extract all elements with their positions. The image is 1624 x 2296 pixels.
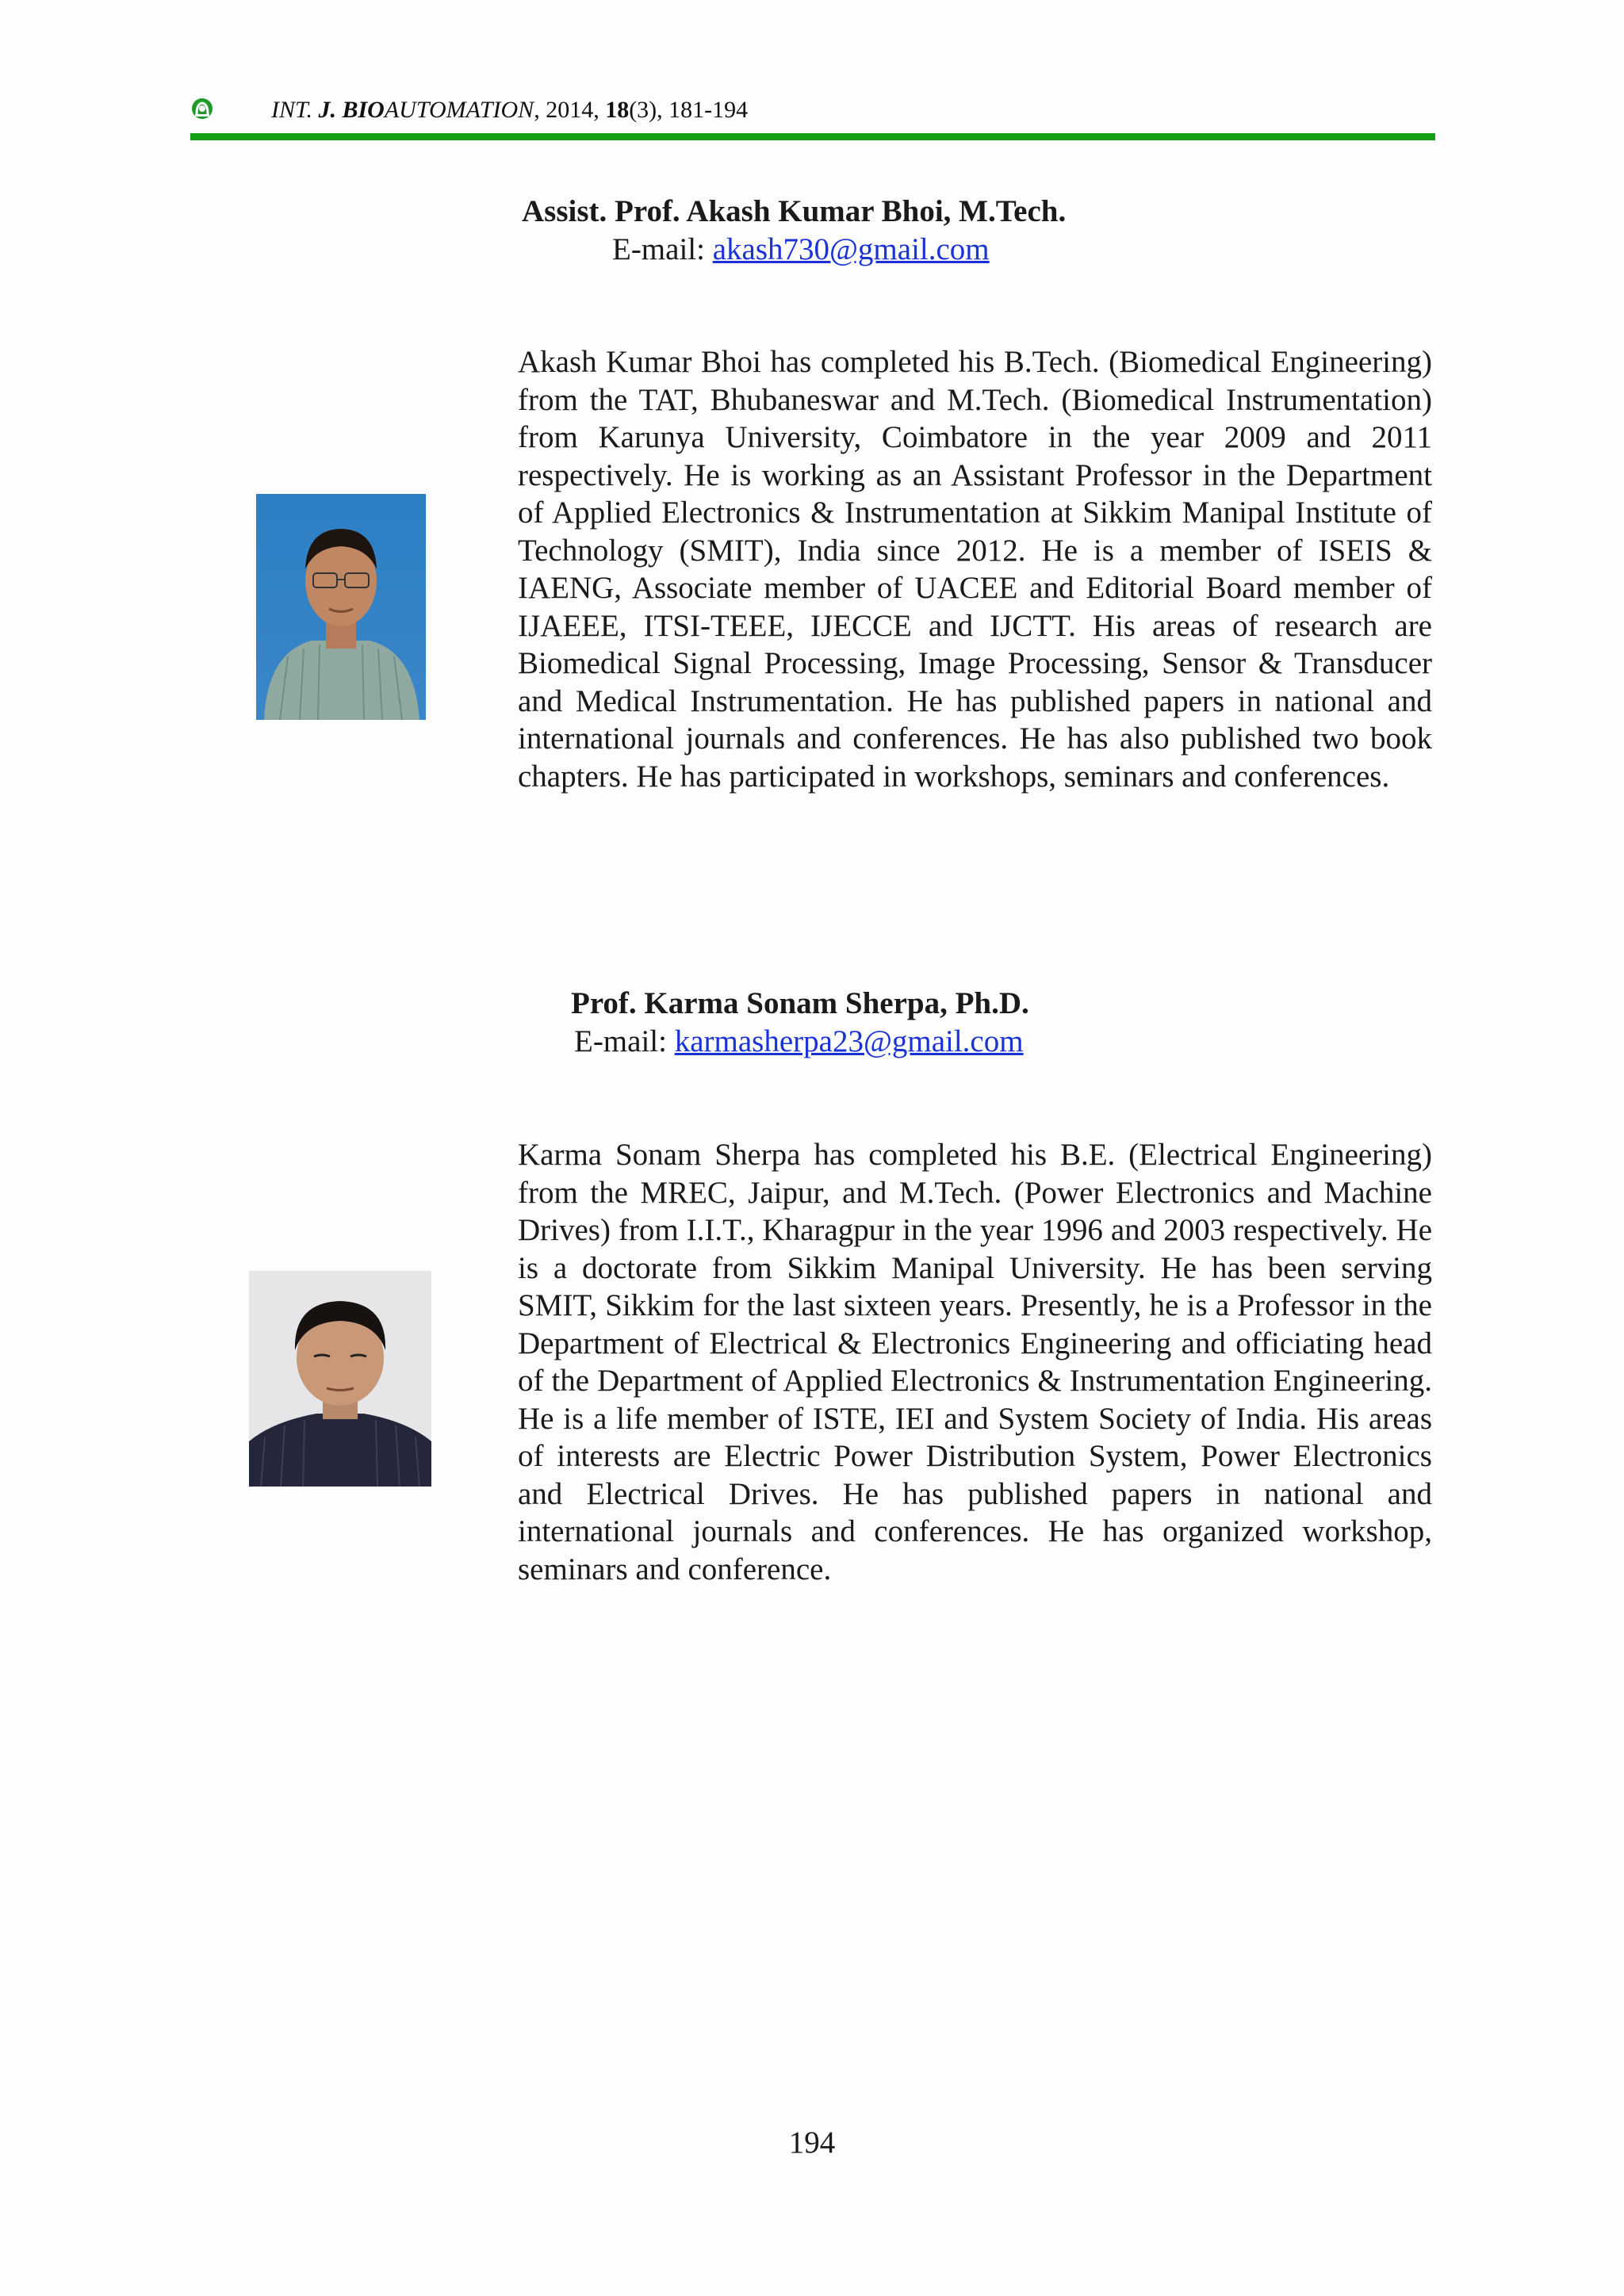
author-email-line: E-mail: akash730@gmail.com	[612, 232, 990, 266]
author-bio: Akash Kumar Bhoi has completed his B.Tech. (Biomedical Engineering) from the TAT, Bhubaneswar and M.Tech. (Biomedical Instrumentation) from Karunya University, Coimbatore in the year 2009 and 2011 respectively. He is working as an Assistant Professor in the Department of Applied Electronics & Instrumentation at Sikkim Manipal Institute of Technology (SMIT), India since 2012. He is a member of ISEIS & IAENG, Associate member of UACEE and Editorial Board member of IJAEEE, ITSI-TEEE, IJECCE and IJCTT. His areas of research are Biomedical Signal Processing, Image Processing, Sensor & Transducer and Medical Instrumentation. He has published papers in national and international journals and conferences. He has also published two book chapters. He has participated in workshops, seminars and conferences.	[518, 345, 1432, 794]
email-link[interactable]: karmasherpa23@gmail.com	[674, 1024, 1024, 1058]
author-bio: Karma Sonam Sherpa has completed his B.E. (Electrical Engineering) from the MREC, Jaipur, and M.Tech. (Power Electronics and Machine Drives) from I.I.T., Kharagpur in the year 1996 and 2003 respectively. He is a doctorate from Sikkim Manipal University. He has been serving SMIT, Sikkim for the last sixteen years. Presently, he is a Professor in the Department of Electrical & Electronics Engineering and officiating head of the Department of Applied Electronics & Instrumentation Engineering. He is a life member of ISTE, IEI and System Society of India. His areas of interests are Electric Power Distribution System, Power Electronics and Electrical Drives. He has published papers in national and international journals and conferences. He has organized workshop, seminars and conference.	[518, 1138, 1432, 1586]
journal-citation: INT. J. BIOAUTOMATION, 2014, 18(3), 181-194	[271, 97, 749, 123]
journal-logo-icon	[190, 97, 214, 121]
author-photo	[256, 494, 426, 720]
header-rule	[190, 133, 1435, 140]
author-name: Prof. Karma Sonam Sherpa, Ph.D.	[571, 986, 1029, 1020]
email-link[interactable]: akash730@gmail.com	[712, 232, 990, 266]
author-photo	[249, 1271, 431, 1487]
running-header	[190, 92, 1435, 140]
page-number: 194	[788, 2126, 836, 2160]
author-name: Assist. Prof. Akash Kumar Bhoi, M.Tech.	[522, 194, 1067, 228]
author-email-line: E-mail: karmasherpa23@gmail.com	[574, 1024, 1024, 1058]
